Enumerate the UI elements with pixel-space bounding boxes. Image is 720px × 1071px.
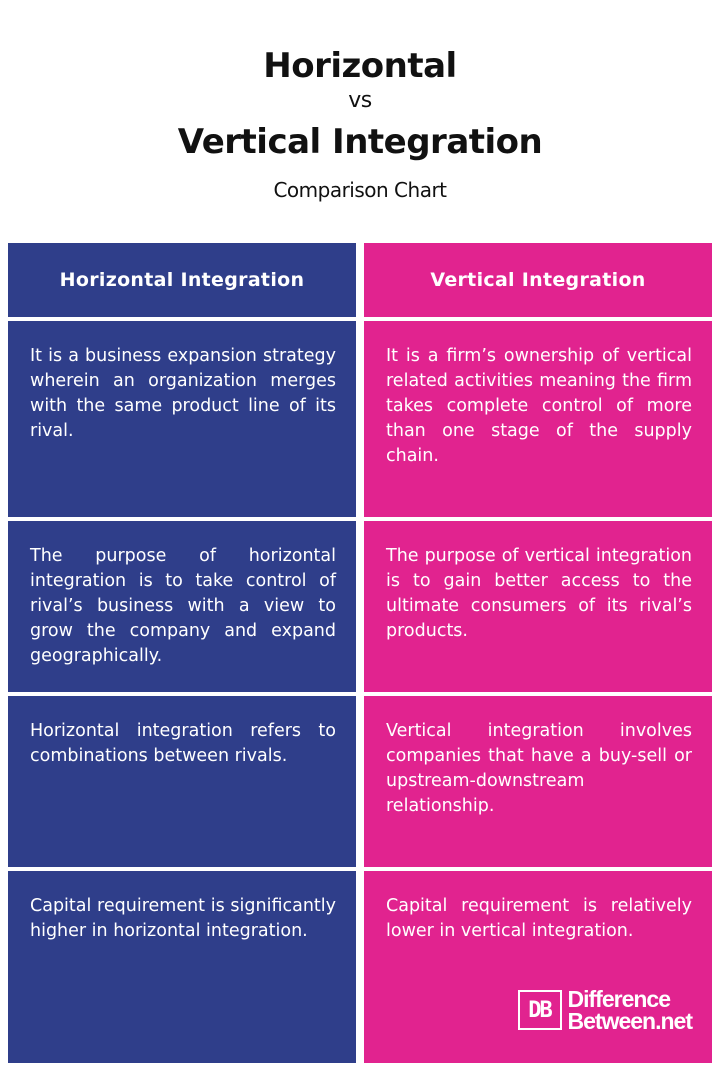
- title-vertical-integration: Vertical Integration: [177, 122, 543, 162]
- logo-mark-icon: DB: [518, 990, 562, 1030]
- row-4-right-cell: Capital requirement is relatively lower in vertical integration.: [364, 871, 712, 1063]
- differencebetween-logo: [518, 988, 692, 1032]
- row-2-left-cell: The purpose of horizontal integration is to take control of rival’s business with a view to grow the company and expand geographically.: [8, 521, 356, 692]
- row-3-right-cell: Vertical integration involves companies that have a buy-sell or upstream-downstream relationship.: [364, 696, 712, 867]
- row-1-left-cell: It is a business expansion strategy wherein an organization merges with the same product line of its rival.: [8, 321, 356, 517]
- row-4-left-cell: Capital requirement is significantly higher in horizontal integration.: [8, 871, 356, 1063]
- row-2-right-cell: The purpose of vertical integration is to gain better access to the ultimate consumers of its rival’s products.: [364, 521, 712, 692]
- row-3-left-cell: Horizontal integration refers to combinations between rivals.: [8, 696, 356, 867]
- subtitle: Comparison Chart: [273, 178, 447, 202]
- title-horizontal: Horizontal: [263, 46, 457, 86]
- row-1-right-cell: It is a firm’s ownership of vertical related activities meaning the firm takes complete control of more than one stage of the supply chain.: [364, 321, 712, 517]
- left-column-header: Horizontal Integration: [8, 243, 356, 317]
- logo-line1: Difference: [567, 986, 670, 1012]
- title-vs: vs: [348, 88, 372, 113]
- right-column-header: Vertical Integration: [364, 243, 712, 317]
- logo-line2: Between.net: [567, 1008, 692, 1034]
- logo-text: [568, 988, 692, 1032]
